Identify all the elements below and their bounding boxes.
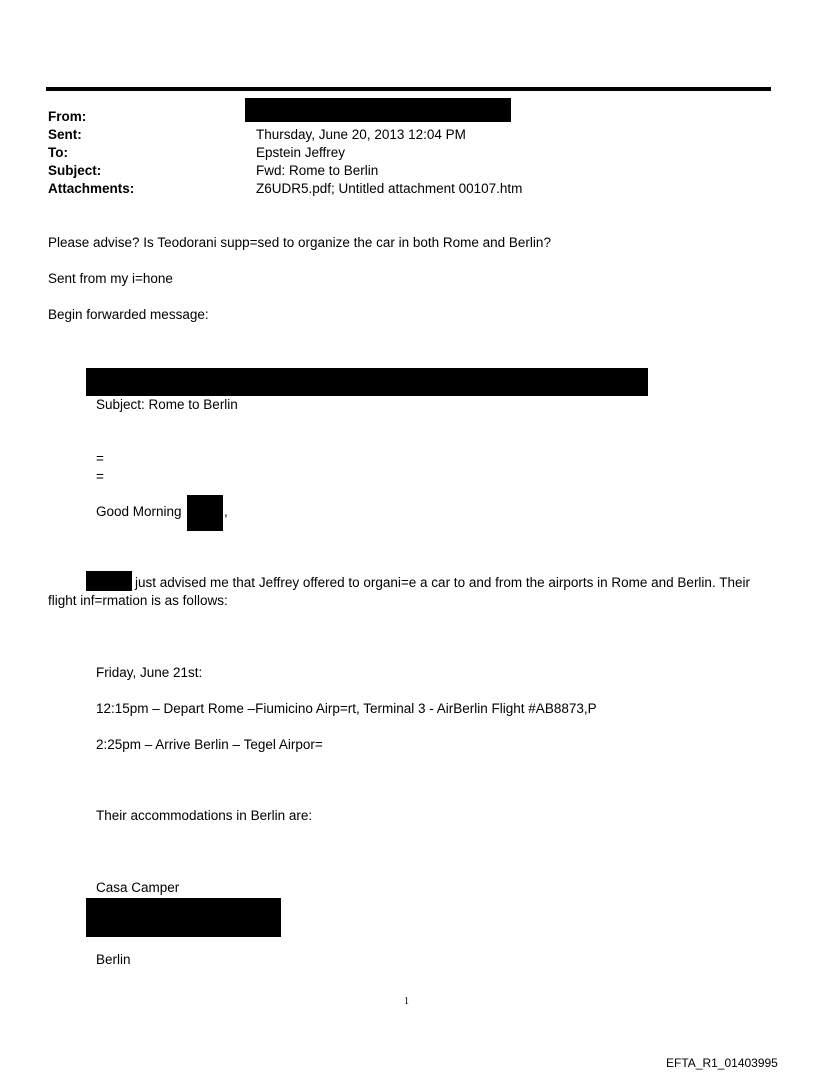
city-name: Berlin bbox=[96, 952, 131, 967]
subject-label: Subject: bbox=[48, 163, 102, 178]
greeting-name-redaction bbox=[187, 495, 223, 531]
attachments-label: Attachments: bbox=[48, 181, 135, 196]
from-redaction bbox=[245, 98, 511, 122]
sent-label: Sent: bbox=[48, 127, 82, 142]
flight-arrive: 2:25pm – Arrive Berlin – Tegel Airpor= bbox=[96, 737, 323, 752]
para-line-1: just advised me that Jeffrey offered to organi=e a car to and from the airports in Rome and Berlin. Their bbox=[135, 575, 750, 590]
greeting: Good Morning bbox=[96, 504, 182, 519]
hotel-name: Casa Camper bbox=[96, 880, 180, 895]
header-rule bbox=[46, 87, 771, 91]
to-value: Epstein Jeffrey bbox=[256, 145, 346, 160]
para-line-2: flight inf=rmation is as follows: bbox=[48, 593, 228, 608]
page-number: 1 bbox=[404, 996, 409, 1007]
document-id: EFTA_R1_01403995 bbox=[666, 1056, 778, 1070]
equals-line-2: = bbox=[96, 469, 104, 484]
greeting-punct: , bbox=[224, 504, 228, 519]
flight-depart: 12:15pm – Depart Rome –Fiumicino Airp=rt, Terminal 3 - AirBerlin Flight #AB8873,P bbox=[96, 701, 597, 716]
body-line-forwarded: Begin forwarded message: bbox=[48, 307, 209, 322]
to-label: To: bbox=[48, 145, 68, 160]
subject-value: Fwd: Rome to Berlin bbox=[256, 163, 379, 178]
attachments-value: Z6UDR5.pdf; Untitled attachment 00107.htm bbox=[256, 181, 523, 196]
flight-date: Friday, June 21st: bbox=[96, 665, 203, 680]
accommodations-line: Their accommodations in Berlin are: bbox=[96, 808, 313, 823]
equals-line-1: = bbox=[96, 451, 104, 466]
forwarded-from-redaction bbox=[86, 368, 648, 396]
body-line-sent-from: Sent from my i=hone bbox=[48, 271, 173, 286]
sender-name-redaction bbox=[86, 571, 132, 591]
address-redaction bbox=[86, 898, 281, 937]
from-label: From: bbox=[48, 109, 87, 124]
body-line-advise: Please advise? Is Teodorani supp=sed to organize the car in both Rome and Berlin? bbox=[48, 235, 551, 250]
sent-value: Thursday, June 20, 2013 12:04 PM bbox=[256, 127, 466, 142]
forwarded-subject: Subject: Rome to Berlin bbox=[96, 397, 238, 412]
